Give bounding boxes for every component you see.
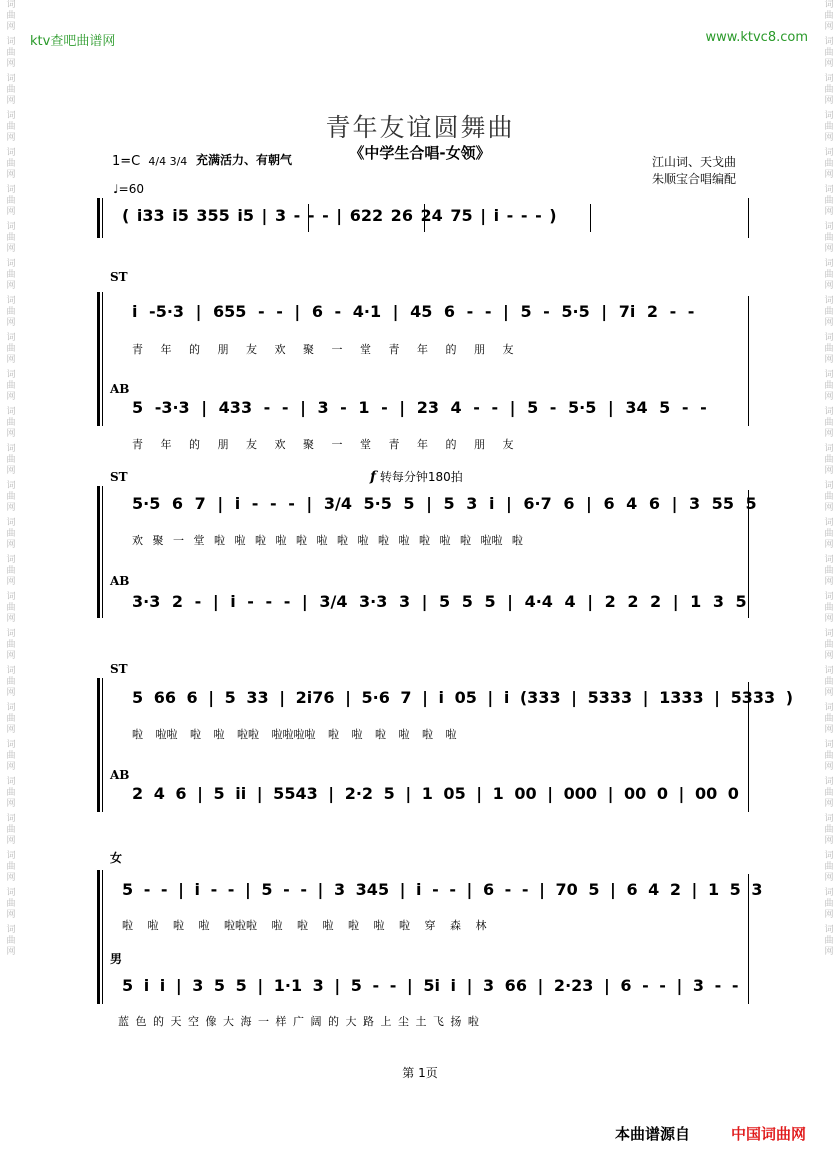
- st-label: ST: [110, 270, 128, 284]
- forte-mark: f: [370, 469, 377, 485]
- page-number: 第 1页: [402, 1066, 438, 1080]
- tempo-change-text: 转每分钟180拍: [379, 470, 463, 484]
- edge-watermark-text: 词 曲 网: [824, 185, 834, 217]
- edge-watermark-text: 词 曲 网: [6, 592, 16, 624]
- edge-watermark-text: 词 曲 网: [824, 518, 834, 550]
- right-edge-watermark: [818, 0, 840, 1169]
- edge-watermark-text: 词 曲 网: [6, 111, 16, 143]
- edge-watermark-text: 词 曲 网: [6, 666, 16, 698]
- edge-watermark-text: 词 曲 网: [6, 888, 16, 920]
- male-lyrics: 蓝 色 的 天 空 像 大 海 一 样 广 阔 的 大 路 上 尘 土 飞 扬 啦: [118, 1015, 479, 1028]
- credit-lyricist-composer: 江山词、天戈曲: [652, 155, 737, 169]
- ab-notes-3: 3·3 2 - | i - - - | 3/4 3·3 3 | 5 5 5 | 4·4 4 | 2 2 2 | 1 3 5: [132, 592, 747, 611]
- edge-watermark-text: 词 曲 网: [6, 148, 16, 180]
- intro-notes: ( i33 i5 355 i5 | 3 - - - | 622 26 24 75 | i - - - ): [122, 206, 557, 225]
- edge-watermark-text: 词 曲 网: [824, 740, 834, 772]
- edge-watermark-text: 词 曲 网: [824, 666, 834, 698]
- st-notes-2: i -5·3 | 655 - - | 6 - 4·1 | 45 6 - - | 5 - 5·5 | 7i 2 - -: [132, 302, 695, 321]
- st-notes-3: 5·5 6 7 | i - - - | 3/4 5·5 5 | 5 3 i | 6·7 6 | 6 4 6 | 3 55 5: [132, 494, 757, 513]
- st-notes-4: 5 66 6 | 5 33 | 2i76 | 5·6 7 | i 05 | i (333 | 5333 | 1333 | 5333 ): [132, 688, 794, 707]
- female-label: 女: [110, 851, 123, 865]
- female-lyrics: 啦 啦 啦 啦 啦啦啦 啦 啦 啦 啦 啦 啦 穿 森 林: [122, 919, 487, 932]
- edge-watermark-text: 词 曲 网: [824, 481, 834, 513]
- edge-watermark-text: 词 曲 网: [6, 814, 16, 846]
- st-lyrics-2: 青 年 的 朋 友 欢 聚 一 堂 青 年 的 朋 友: [132, 343, 514, 356]
- edge-watermark-text: 词 曲 网: [824, 555, 834, 587]
- edge-watermark-text: 词 曲 网: [6, 703, 16, 735]
- edge-watermark-text: 词 曲 网: [6, 444, 16, 476]
- time-signature: 4/4 3/4: [148, 155, 188, 168]
- edge-watermark-text: 词 曲 网: [824, 888, 834, 920]
- edge-watermark-text: 词 曲 网: [6, 777, 16, 809]
- edge-watermark-text: 词 曲 网: [824, 407, 834, 439]
- left-edge-watermark: [0, 0, 22, 1169]
- st-label: ST: [110, 662, 128, 676]
- source-site[interactable]: 中国词曲网: [730, 1125, 806, 1143]
- edge-watermark-text: 词 曲 网: [6, 407, 16, 439]
- edge-watermark-text: 词 曲 网: [6, 370, 16, 402]
- right-site-url[interactable]: www.ktvc8.com: [705, 30, 808, 45]
- tempo-change: [370, 468, 463, 485]
- edge-watermark-text: 词 曲 网: [824, 777, 834, 809]
- edge-watermark-text: 词 曲 网: [824, 111, 834, 143]
- song-subtitle: 《中学生合唱-女领》: [349, 144, 491, 162]
- edge-watermark-text: 词 曲 网: [6, 481, 16, 513]
- edge-watermark-text: 词 曲 网: [824, 592, 834, 624]
- source-prefix: 本曲谱源自: [614, 1125, 690, 1143]
- edge-watermark-text: 词 曲 网: [824, 925, 834, 957]
- edge-watermark-text: 词 曲 网: [6, 185, 16, 217]
- edge-watermark-text: 词 曲 网: [6, 259, 16, 291]
- edge-watermark-text: 词 曲 网: [824, 259, 834, 291]
- edge-watermark-text: 词 曲 网: [6, 925, 16, 957]
- song-title: 青年友谊圆舞曲: [325, 113, 515, 142]
- edge-watermark-text: 词 曲 网: [824, 0, 834, 32]
- ab-notes-2: 5 -3·3 | 433 - - | 3 - 1 - | 23 4 - - | 5 - 5·5 | 34 5 - -: [132, 398, 707, 417]
- edge-watermark-text: 词 曲 网: [824, 222, 834, 254]
- male-notes: 5 i i | 3 5 5 | 1·1 3 | 5 - - | 5i i | 3 66 | 2·23 | 6 - - | 3 - -: [122, 976, 739, 995]
- ab-notes-4: 2 4 6 | 5 ii | 5543 | 2·2 5 | 1 05 | 1 00 | 000 | 00 0 | 00 0: [132, 784, 739, 803]
- st-label: ST: [110, 470, 128, 484]
- key-signature: [112, 154, 187, 169]
- edge-watermark-text: 词 曲 网: [6, 296, 16, 328]
- edge-watermark-text: 词 曲 网: [824, 703, 834, 735]
- tempo-marking: ♩=60: [113, 182, 144, 196]
- edge-watermark-text: 词 曲 网: [6, 0, 16, 32]
- edge-watermark-text: 词 曲 网: [6, 851, 16, 883]
- edge-watermark-text: 词 曲 网: [824, 370, 834, 402]
- st-lyrics-3: 欢 聚 一 堂 啦 啦 啦 啦 啦 啦 啦 啦 啦 啦 啦 啦 啦 啦啦 啦: [132, 534, 523, 547]
- edge-watermark-text: 词 曲 网: [824, 814, 834, 846]
- edge-watermark-text: 词 曲 网: [6, 222, 16, 254]
- edge-watermark-text: 词 曲 网: [824, 296, 834, 328]
- ab-label: AB: [110, 574, 130, 588]
- st-lyrics-4: 啦 啦啦 啦 啦 啦啦 啦啦啦啦 啦 啦 啦 啦 啦 啦: [132, 728, 457, 741]
- edge-watermark-text: 词 曲 网: [824, 629, 834, 661]
- edge-watermark-text: 词 曲 网: [6, 518, 16, 550]
- ab-label: AB: [110, 768, 130, 782]
- ab-lyrics-2: 青 年 的 朋 友 欢 聚 一 堂 青 年 的 朋 友: [132, 438, 514, 451]
- edge-watermark-text: 词 曲 网: [824, 333, 834, 365]
- key-text: 1=C: [112, 154, 141, 169]
- edge-watermark-text: 词 曲 网: [824, 851, 834, 883]
- ab-label: AB: [110, 382, 130, 396]
- left-site-name[interactable]: ktv查吧曲谱网: [30, 34, 116, 49]
- edge-watermark-text: 词 曲 网: [6, 555, 16, 587]
- edge-watermark-text: 词 曲 网: [6, 629, 16, 661]
- female-notes: 5 - - | i - - | 5 - - | 3 345 | i - - | 6 - - | 70 5 | 6 4 2 | 1 5 3: [122, 880, 763, 899]
- edge-watermark-text: 词 曲 网: [824, 148, 834, 180]
- edge-watermark-text: 词 曲 网: [824, 37, 834, 69]
- edge-watermark-text: 词 曲 网: [6, 74, 16, 106]
- edge-watermark-text: 词 曲 网: [6, 333, 16, 365]
- edge-watermark-text: 词 曲 网: [6, 37, 16, 69]
- edge-watermark-text: 词 曲 网: [6, 740, 16, 772]
- credit-arranger: 朱顺宝合唱编配: [652, 172, 737, 186]
- expression-marking: 充满活力、有朝气: [196, 153, 293, 167]
- male-label: 男: [110, 952, 123, 966]
- edge-watermark-text: 词 曲 网: [824, 74, 834, 106]
- edge-watermark-text: 词 曲 网: [824, 444, 834, 476]
